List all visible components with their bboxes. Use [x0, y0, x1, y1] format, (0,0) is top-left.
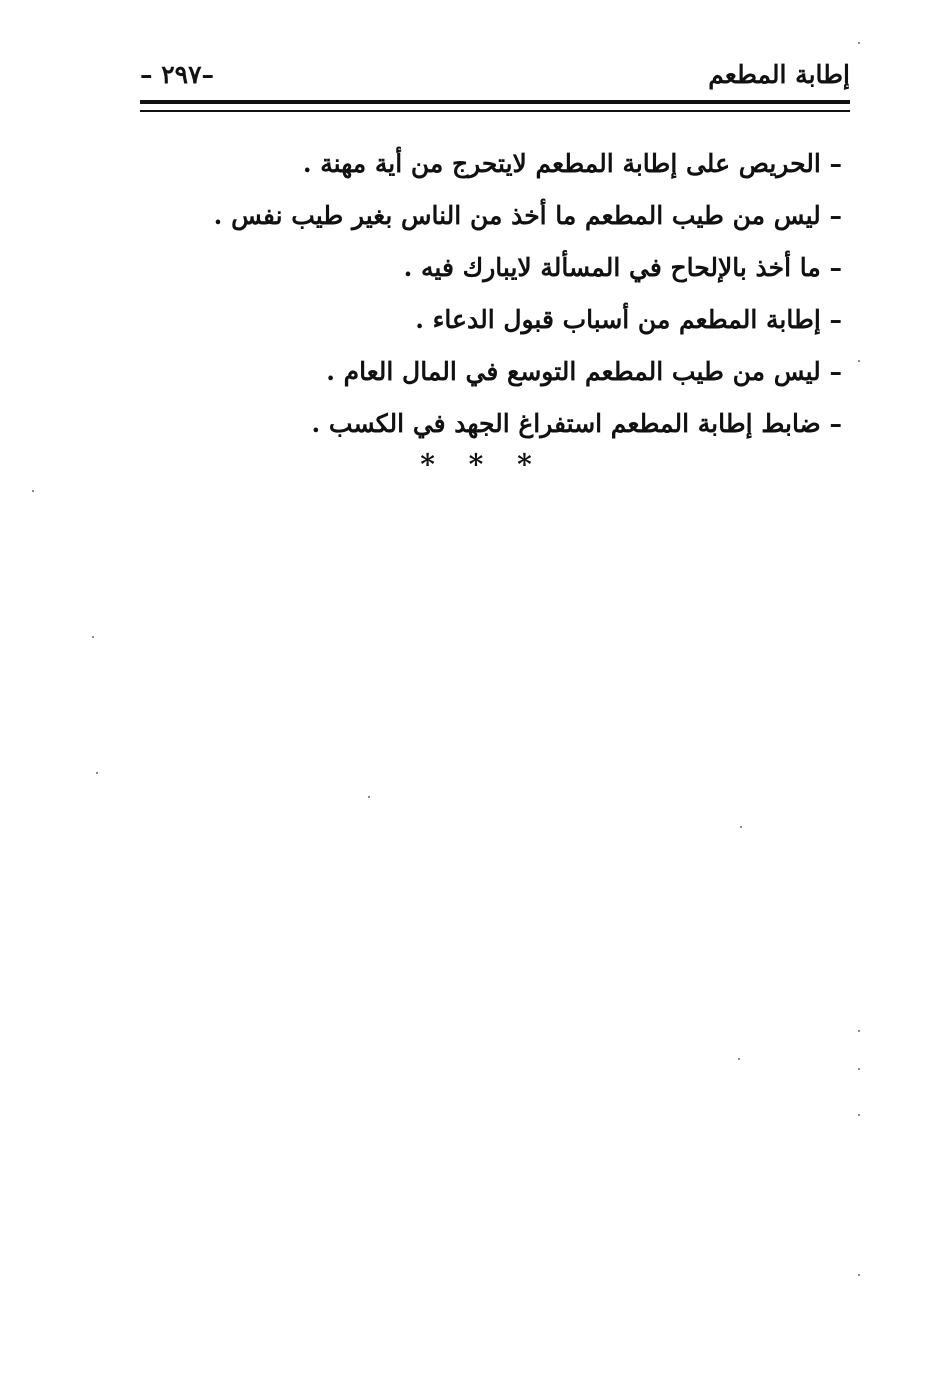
header-title: إطابة المطعم — [708, 60, 850, 89]
scan-speck — [738, 1058, 740, 1060]
scan-speck — [858, 1030, 860, 1032]
page-number: – ٢٩٧– — [140, 60, 215, 89]
scan-speck — [96, 772, 98, 774]
scan-speck — [32, 490, 34, 492]
list-item: – ليس من طيب المطعم ما أخذ من الناس بغير طيب نفس . — [213, 201, 842, 230]
bullet-list — [213, 138, 842, 450]
running-header — [140, 58, 850, 98]
list-item: – ليس من طيب المطعم التوسع في المال العام . — [326, 357, 842, 386]
scan-speck — [858, 1274, 860, 1276]
section-separator: * * * — [420, 448, 544, 481]
list-item: – إطابة المطعم من أسباب قبول الدعاء . — [415, 305, 842, 334]
list-item: – الحريص على إطابة المطعم لايتحرج من أية مهنة . — [302, 149, 842, 178]
header-rule-thick — [140, 100, 850, 104]
scan-speck — [858, 1068, 860, 1070]
scan-speck — [740, 826, 742, 828]
scan-speck — [368, 796, 370, 798]
list-item: – ضابط إطابة المطعم استفراغ الجهد في الكسب . — [311, 409, 842, 438]
header-rule-thin — [140, 110, 850, 112]
scan-speck — [858, 1114, 860, 1116]
list-item: – ما أخذ بالإلحاح في المسألة لايبارك فيه . — [403, 253, 842, 282]
scan-speck — [92, 636, 94, 638]
scan-speck — [858, 360, 860, 362]
scan-speck — [858, 42, 860, 44]
